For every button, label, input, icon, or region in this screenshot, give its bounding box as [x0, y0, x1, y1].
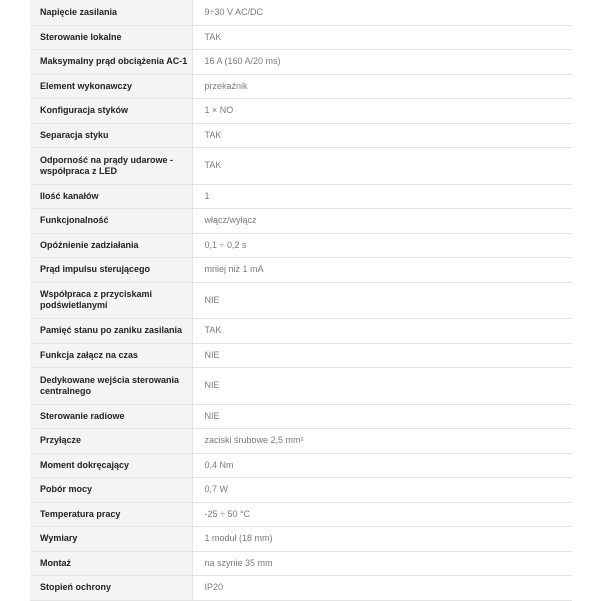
spec-label: Współpraca z przyciskami podświetlanymi — [30, 282, 192, 318]
spec-row — [30, 318, 572, 343]
spec-row — [30, 575, 572, 600]
spec-label: Napięcie zasilania — [30, 0, 192, 25]
spec-row — [30, 428, 572, 453]
specification-rows — [30, 0, 572, 600]
spec-row — [30, 367, 572, 404]
spec-value: 1 moduł (18 mm) — [192, 526, 572, 551]
spec-row — [30, 98, 572, 123]
spec-label: Montaż — [30, 551, 192, 575]
spec-label: Przyłącze — [30, 428, 192, 453]
spec-value: 0,4 Nm — [192, 453, 572, 477]
spec-row — [30, 233, 572, 257]
spec-value: 1 × NO — [192, 98, 572, 123]
spec-row — [30, 49, 572, 74]
spec-label: Pamięć stanu po zaniku zasilania — [30, 318, 192, 343]
spec-row — [30, 25, 572, 49]
spec-value: TAK — [192, 318, 572, 343]
spec-row — [30, 526, 572, 551]
spec-row — [30, 404, 572, 428]
spec-value: TAK — [192, 25, 572, 49]
spec-value: TAK — [192, 147, 572, 184]
spec-label: Dedykowane wejścia sterowania centralnego — [30, 367, 192, 404]
spec-value: NIE — [192, 404, 572, 428]
spec-label: Wymiary — [30, 526, 192, 551]
spec-label: Temperatura pracy — [30, 502, 192, 526]
spec-label: Moment dokręcający — [30, 453, 192, 477]
spec-value: włącz/wyłącz — [192, 208, 572, 233]
spec-label: Sterowanie lokalne — [30, 25, 192, 49]
spec-label: Maksymalny prąd obciążenia AC-1 — [30, 49, 192, 74]
spec-label: Stopień ochrony — [30, 575, 192, 600]
spec-row — [30, 257, 572, 282]
spec-value: TAK — [192, 123, 572, 147]
spec-value: na szynie 35 mm — [192, 551, 572, 575]
spec-row — [30, 502, 572, 526]
spec-value: NIE — [192, 367, 572, 404]
specification-table — [30, 0, 572, 601]
spec-row — [30, 343, 572, 367]
spec-row — [30, 453, 572, 477]
spec-row — [30, 147, 572, 184]
spec-row — [30, 74, 572, 98]
spec-value: mniej niż 1 mA — [192, 257, 572, 282]
spec-value: 0,1 ÷ 0,2 s — [192, 233, 572, 257]
spec-label: Konfiguracja styków — [30, 98, 192, 123]
spec-value: 1 — [192, 184, 572, 208]
spec-row — [30, 184, 572, 208]
spec-row — [30, 551, 572, 575]
spec-value: 16 A (160 A/20 ms) — [192, 49, 572, 74]
spec-label: Pobór mocy — [30, 477, 192, 502]
spec-label: Funkcjonalność — [30, 208, 192, 233]
spec-label: Prąd impulsu sterującego — [30, 257, 192, 282]
spec-label: Odporność na prądy udarowe - współpraca z LED — [30, 147, 192, 184]
spec-value: NIE — [192, 282, 572, 318]
spec-value: 9÷30 V AC/DC — [192, 0, 572, 25]
spec-value: zaciski śrubowe 2,5 mm² — [192, 428, 572, 453]
spec-row — [30, 477, 572, 502]
spec-value: NIE — [192, 343, 572, 367]
spec-value: IP20 — [192, 575, 572, 600]
spec-row — [30, 282, 572, 318]
spec-row — [30, 0, 572, 25]
spec-label: Sterowanie radiowe — [30, 404, 192, 428]
spec-row — [30, 208, 572, 233]
spec-value: przekaźnik — [192, 74, 572, 98]
spec-value: 0,7 W — [192, 477, 572, 502]
spec-value: -25 ÷ 50 °C — [192, 502, 572, 526]
spec-label: Ilość kanałów — [30, 184, 192, 208]
spec-label: Opóźnienie zadziałania — [30, 233, 192, 257]
spec-label: Funkcja załącz na czas — [30, 343, 192, 367]
spec-label: Separacja styku — [30, 123, 192, 147]
spec-row — [30, 123, 572, 147]
spec-label: Element wykonawczy — [30, 74, 192, 98]
